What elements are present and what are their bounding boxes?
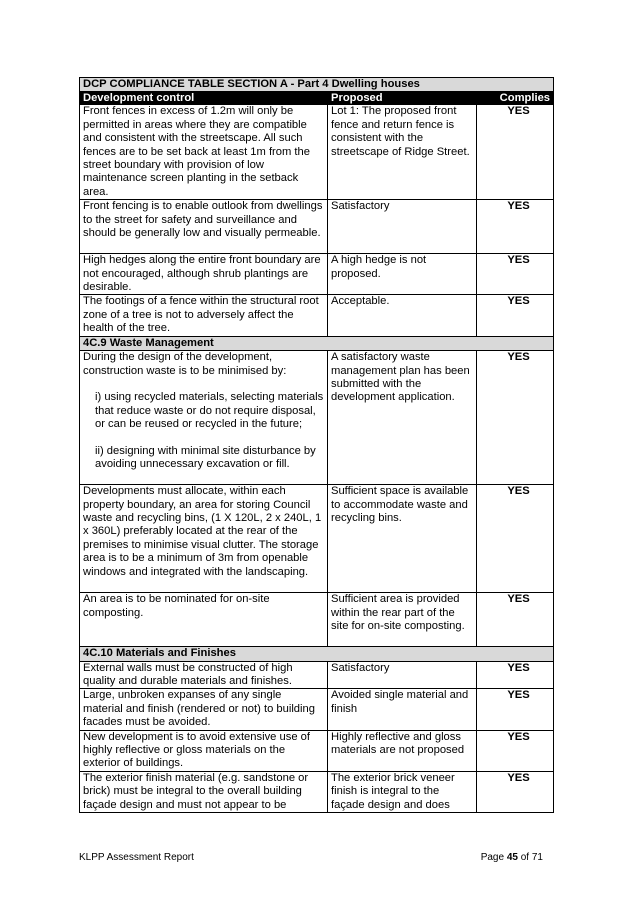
header-proposed: Proposed [328,92,477,105]
header-development-control: Development control [80,92,328,105]
table-row [80,200,554,254]
control-cell: Front fences in excess of 1.2m will only be permitted in areas where they are compatible and consistent with the streetscape. All such fences are to be set back at least 1m from the street boundary with provision of low maintenance screen planting in the setback area. [80,105,328,200]
table-row [80,593,554,647]
proposed-cell: Sufficient space is available to accommodate waste and recycling bins. [328,485,477,593]
control-item: i) using recycled materials, selecting materials that reduce waste or do not require disposal, or can be reused or recycled in the future; [95,391,324,431]
complies-cell: YES [477,689,554,730]
section-row-waste [80,336,554,350]
table-row [80,771,554,812]
proposed-cell: Satisfactory [328,200,477,254]
page-prefix: Page [480,852,505,863]
table-header-row [80,92,554,105]
complies-cell: YES [477,771,554,812]
footer-report-name: KLPP Assessment Report [79,852,194,863]
compliance-table [79,77,554,813]
table-row [80,689,554,730]
proposed-cell: The exterior brick veneer finish is integral to the façade design and does [328,771,477,812]
proposed-cell: Satisfactory [328,661,477,689]
proposed-cell: A high hedge is not proposed. [328,254,477,295]
table-row [80,295,554,336]
complies-cell: YES [477,295,554,336]
table-row [80,485,554,593]
control-cell: The exterior finish material (e.g. sandstone or brick) must be integral to the overall building façade design and must not appear to be [80,771,328,812]
table-row [80,351,554,485]
proposed-cell: Highly reflective and gloss materials are not proposed [328,730,477,771]
table-title: DCP COMPLIANCE TABLE SECTION A - Part 4 Dwelling houses [80,78,554,92]
page-current: 45 [506,852,518,863]
complies-cell: YES [477,661,554,689]
section-title-materials: 4C.10 Materials and Finishes [80,647,554,661]
table-row [80,254,554,295]
table-title-row [80,78,554,92]
control-cell: An area is to be nominated for on-site composting. [80,593,328,647]
control-cell: The footings of a fence within the structural root zone of a tree is not to adversely affect the health of the tree. [80,295,328,336]
complies-cell: YES [477,200,554,254]
control-cell: Large, unbroken expanses of any single material and finish (rendered or not) to building facades must be avoided. [80,689,328,730]
complies-cell: YES [477,351,554,485]
control-cell: External walls must be constructed of high quality and durable materials and finishes. [80,661,328,689]
table-row [80,105,554,200]
page-of: of [520,852,530,863]
complies-cell: YES [477,730,554,771]
proposed-cell: Avoided single material and finish [328,689,477,730]
control-intro: During the design of the development, construction waste is to be minimised by: [83,351,287,377]
proposed-cell: Lot 1: The proposed front fence and return fence is consistent with the streetscape of Ridge Street. [328,105,477,200]
proposed-cell: Sufficient area is provided within the rear part of the site for on-site composting. [328,593,477,647]
header-complies: Complies [477,92,554,105]
control-cell: New development is to avoid extensive use of highly reflective or gloss materials on the exterior of buildings. [80,730,328,771]
complies-cell: YES [477,485,554,593]
complies-cell: YES [477,254,554,295]
proposed-cell: A satisfactory waste management plan has been submitted with the development application. [328,351,477,485]
proposed-cell: Acceptable. [328,295,477,336]
control-item: ii) designing with minimal site disturbance by avoiding unnecessary excavation or fill. [95,444,316,471]
control-cell: High hedges along the entire front boundary are not encouraged, although shrub plantings are desirable. [80,254,328,295]
control-cell: Front fencing is to enable outlook from dwellings to the street for safety and surveillance and should be generally low and visually permeable. [80,200,328,254]
control-cell [80,351,328,485]
complies-cell: YES [477,105,554,200]
table-row [80,661,554,689]
footer-page-number [481,852,543,864]
table-row [80,730,554,771]
section-title-waste: 4C.9 Waste Management [80,336,554,350]
control-cell: Developments must allocate, within each property boundary, an area for storing Council waste and recycling bins, (1 X 120L, 2 x 240L, 1 x 360L) preferably located at the rear of the premises to minimise visual clutter. The storage area is to be a minimum of 3m from openable windows and integrated with the landscaping. [80,485,328,593]
complies-cell: YES [477,593,554,647]
page-total: 71 [531,852,543,863]
section-row-materials [80,647,554,661]
